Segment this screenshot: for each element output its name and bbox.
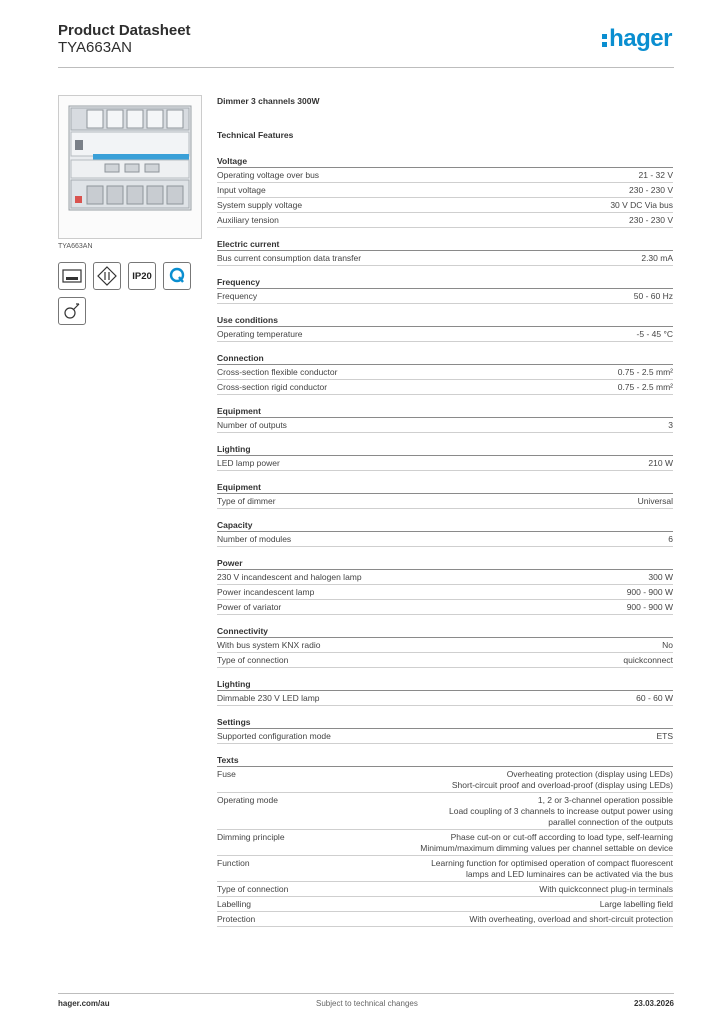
- spec-label: Dimming principle: [217, 832, 285, 842]
- section-title: Connection: [217, 354, 673, 365]
- spec-row: [217, 251, 673, 266]
- spec-label: Number of outputs: [217, 420, 287, 430]
- footer-note: Subject to technical changes: [316, 999, 418, 1008]
- section-title: Equipment: [217, 483, 673, 494]
- spec-row: [217, 600, 673, 615]
- spec-row: [217, 289, 673, 304]
- spec-row: [217, 912, 673, 927]
- spec-row: [217, 380, 673, 395]
- spec-label: With bus system KNX radio: [217, 640, 321, 650]
- page-footer: [58, 993, 674, 1013]
- spec-row: [217, 653, 673, 668]
- spec-section: [217, 483, 673, 509]
- spec-section: [217, 278, 673, 304]
- spec-value: Overheating protection (display using LEDs) Short-circuit proof and overload-proof (display using LEDs): [451, 769, 673, 790]
- spec-row: [217, 183, 673, 198]
- spec-row: [217, 418, 673, 433]
- logo-text: hager: [609, 25, 672, 52]
- spec-section: [217, 718, 673, 744]
- spec-label: Input voltage: [217, 185, 266, 195]
- spec-label: Cross-section rigid conductor: [217, 382, 328, 392]
- spec-label: Protection: [217, 914, 256, 924]
- spec-value: Phase cut-on or cut-off according to load type, self-learning Minimum/maximum dimming values per channel settable on device: [420, 832, 673, 853]
- spec-label: Number of modules: [217, 534, 292, 544]
- spec-row: [217, 882, 673, 897]
- spec-value: quickconnect: [623, 655, 673, 665]
- section-title: Settings: [217, 718, 673, 729]
- spec-value: 50 - 60 Hz: [633, 291, 673, 301]
- spec-label: 230 V incandescent and halogen lamp: [217, 572, 362, 582]
- spec-label: Frequency: [217, 291, 258, 301]
- spec-section: [217, 445, 673, 471]
- spec-label: Fuse: [217, 769, 236, 779]
- quicklink-q-icon: [163, 262, 191, 290]
- spec-label: Operating voltage over bus: [217, 170, 320, 180]
- spec-section: [217, 521, 673, 547]
- spec-value: Universal: [637, 496, 673, 506]
- knx-dimmer-icon: [58, 262, 86, 290]
- page-header: [58, 22, 674, 68]
- logo-dots-icon: [602, 34, 607, 47]
- spec-row: [217, 585, 673, 600]
- spec-value: 0.75 - 2.5 mm²: [617, 382, 673, 392]
- ip20-badge: IP20: [128, 262, 156, 290]
- section-title: Electric current: [217, 240, 673, 251]
- spec-row: [217, 691, 673, 706]
- spec-label: Operating mode: [217, 795, 278, 805]
- section-title: Voltage: [217, 157, 673, 168]
- spec-row: [217, 456, 673, 471]
- spec-label: Power of variator: [217, 602, 282, 612]
- spec-value: With overheating, overload and short-circuit protection: [469, 914, 673, 924]
- page-title: Product Datasheet: [58, 22, 191, 39]
- spec-section: [217, 354, 673, 395]
- section-title: Lighting: [217, 445, 673, 456]
- spec-section: [217, 240, 673, 266]
- spec-value: 1, 2 or 3-channel operation possible Load coupling of 3 channels to increase output power using parallel connection of the outputs: [449, 795, 673, 827]
- spec-row: [217, 897, 673, 912]
- product-name: Dimmer 3 channels 300W: [217, 96, 320, 106]
- spec-row: [217, 729, 673, 744]
- spec-value: 900 - 900 W: [626, 587, 673, 597]
- spec-label: Labelling: [217, 899, 252, 909]
- spec-value: 230 - 230 V: [629, 215, 673, 225]
- spec-value: 60 - 60 W: [636, 693, 673, 703]
- spec-label: Type of connection: [217, 655, 289, 665]
- spec-value: With quickconnect plug-in terminals: [539, 884, 673, 894]
- spec-row: [217, 168, 673, 183]
- spec-row: [217, 793, 673, 830]
- section-title: Equipment: [217, 407, 673, 418]
- spec-row: [217, 570, 673, 585]
- spec-section: [217, 157, 673, 228]
- spec-section: [217, 407, 673, 433]
- section-title: Lighting: [217, 680, 673, 691]
- spec-row: [217, 856, 673, 882]
- section-title: Use conditions: [217, 316, 673, 327]
- spec-value: -5 - 45 °C: [636, 329, 673, 339]
- spec-label: LED lamp power: [217, 458, 280, 468]
- spec-row: [217, 767, 673, 793]
- spec-value: 21 - 32 V: [638, 170, 673, 180]
- section-title: Texts: [217, 756, 673, 767]
- spec-row: [217, 213, 673, 228]
- spec-section: [217, 559, 673, 615]
- spec-label: Operating temperature: [217, 329, 303, 339]
- spec-value: Large labelling field: [599, 899, 673, 909]
- spec-row: [217, 365, 673, 380]
- spec-label: System supply voltage: [217, 200, 303, 210]
- spec-row: [217, 494, 673, 509]
- spec-row: [217, 327, 673, 342]
- spec-value: 0.75 - 2.5 mm²: [617, 367, 673, 377]
- section-title: Capacity: [217, 521, 673, 532]
- footer-site-link[interactable]: hager.com/au: [58, 999, 110, 1008]
- spec-section: [217, 316, 673, 342]
- spec-row: [217, 638, 673, 653]
- class-ii-double-insulation-icon: [93, 262, 121, 290]
- spec-section: [217, 756, 673, 927]
- hager-logo: [602, 26, 672, 52]
- badge-row-2: [58, 297, 202, 325]
- spec-label: Type of dimmer: [217, 496, 276, 506]
- spec-sections: [217, 157, 673, 927]
- section-title: Connectivity: [217, 627, 673, 638]
- spec-value: No: [662, 640, 673, 650]
- spec-value: 900 - 900 W: [626, 602, 673, 612]
- spec-value: 6: [668, 534, 673, 544]
- spec-row: [217, 198, 673, 213]
- spec-value: 2.30 mA: [641, 253, 673, 263]
- spec-value: 30 V DC Via bus: [610, 200, 673, 210]
- product-caption: TYA663AN: [58, 243, 93, 250]
- spec-value: 3: [668, 420, 673, 430]
- product-panel: [58, 95, 202, 325]
- section-title: Power: [217, 559, 673, 570]
- spec-section: [217, 627, 673, 668]
- badge-row: [58, 262, 202, 290]
- technical-features-heading: Technical Features: [217, 130, 294, 140]
- spec-label: Cross-section flexible conductor: [217, 367, 338, 377]
- spec-row: [217, 830, 673, 856]
- spec-label: Type of connection: [217, 884, 289, 894]
- spec-label: Bus current consumption data transfer: [217, 253, 362, 263]
- spec-value: 300 W: [648, 572, 673, 582]
- knx-dimmer-module-image: [58, 95, 202, 239]
- spec-section: [217, 680, 673, 706]
- section-title: Frequency: [217, 278, 673, 289]
- spec-label: Supported configuration mode: [217, 731, 331, 741]
- spec-value: Learning function for optimised operation of compact fluorescent lamps and LED luminaires can be activated via the bus: [431, 858, 673, 879]
- datasheet-content: [217, 96, 673, 927]
- spec-label: Function: [217, 858, 250, 868]
- spec-row: [217, 532, 673, 547]
- spec-value: ETS: [656, 731, 673, 741]
- footer-date: 23.03.2026: [633, 999, 674, 1008]
- spec-label: Dimmable 230 V LED lamp: [217, 693, 320, 703]
- spec-label: Auxiliary tension: [217, 215, 279, 225]
- lamp-load-icon: [58, 297, 86, 325]
- spec-value: 230 - 230 V: [629, 185, 673, 195]
- spec-value: 210 W: [648, 458, 673, 468]
- spec-label: Power incandescent lamp: [217, 587, 315, 597]
- product-model: TYA663AN: [58, 39, 132, 56]
